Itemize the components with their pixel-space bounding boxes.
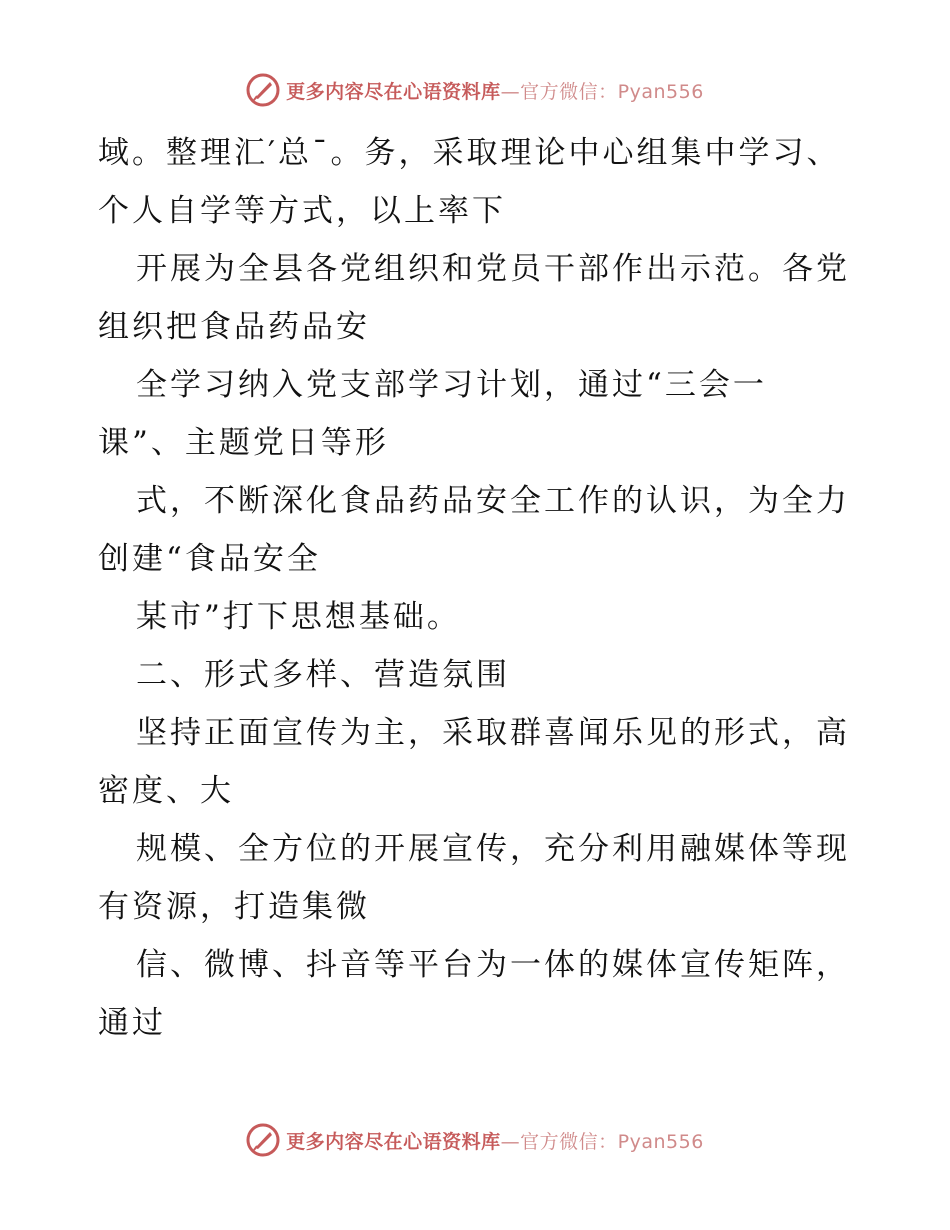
text-line: 规模、全方位的开展宣传，充分利用融媒体等现 bbox=[136, 831, 850, 867]
footer-watermark bbox=[0, 1120, 950, 1160]
text-line: 某市”打下思想基础。 bbox=[136, 599, 461, 635]
text-line: 全学习纳入党支部学习计划，通过“三会一 bbox=[136, 367, 767, 403]
text-line: 信、微博、抖音等平台为一体的媒体宣传矩阵， bbox=[136, 947, 850, 983]
text-line: 式，不断深化食品药品安全工作的认识，为全力 bbox=[136, 483, 850, 519]
text-line: 通过 bbox=[98, 1005, 166, 1041]
header-watermark bbox=[0, 70, 950, 110]
section-heading: 二、形式多样、营造氛围 bbox=[136, 657, 510, 693]
text-line: 开展为全县各党组织和党员干部作出示范。各党 bbox=[136, 251, 850, 287]
watermark-sub-text: —官方微信：Pyan556 bbox=[500, 80, 704, 103]
quill-logo-icon bbox=[246, 1123, 280, 1157]
text-line: 个人自学等方式，以上率下 bbox=[98, 193, 506, 229]
text-line: 有资源，打造集微 bbox=[98, 889, 370, 925]
document-body bbox=[98, 124, 858, 1052]
text-line: 创建“食品安全 bbox=[98, 541, 321, 577]
watermark-main-text: 更多内容尽在心语资料库 bbox=[286, 80, 501, 103]
watermark-sub-text: —官方微信：Pyan556 bbox=[500, 1130, 704, 1153]
text-line: 课”、主题党日等形 bbox=[98, 425, 389, 461]
watermark-main-text: 更多内容尽在心语资料库 bbox=[286, 1130, 501, 1153]
text-line: 组织把食品药品安 bbox=[98, 309, 370, 345]
text-line: 密度、大 bbox=[98, 773, 234, 809]
text-line: 坚持正面宣传为主，采取群喜闻乐见的形式，高 bbox=[136, 715, 850, 751]
text-line: 域。整理汇′总¯。务，采取理论中心组集中学习、 bbox=[98, 135, 841, 171]
quill-logo-icon bbox=[246, 73, 280, 107]
